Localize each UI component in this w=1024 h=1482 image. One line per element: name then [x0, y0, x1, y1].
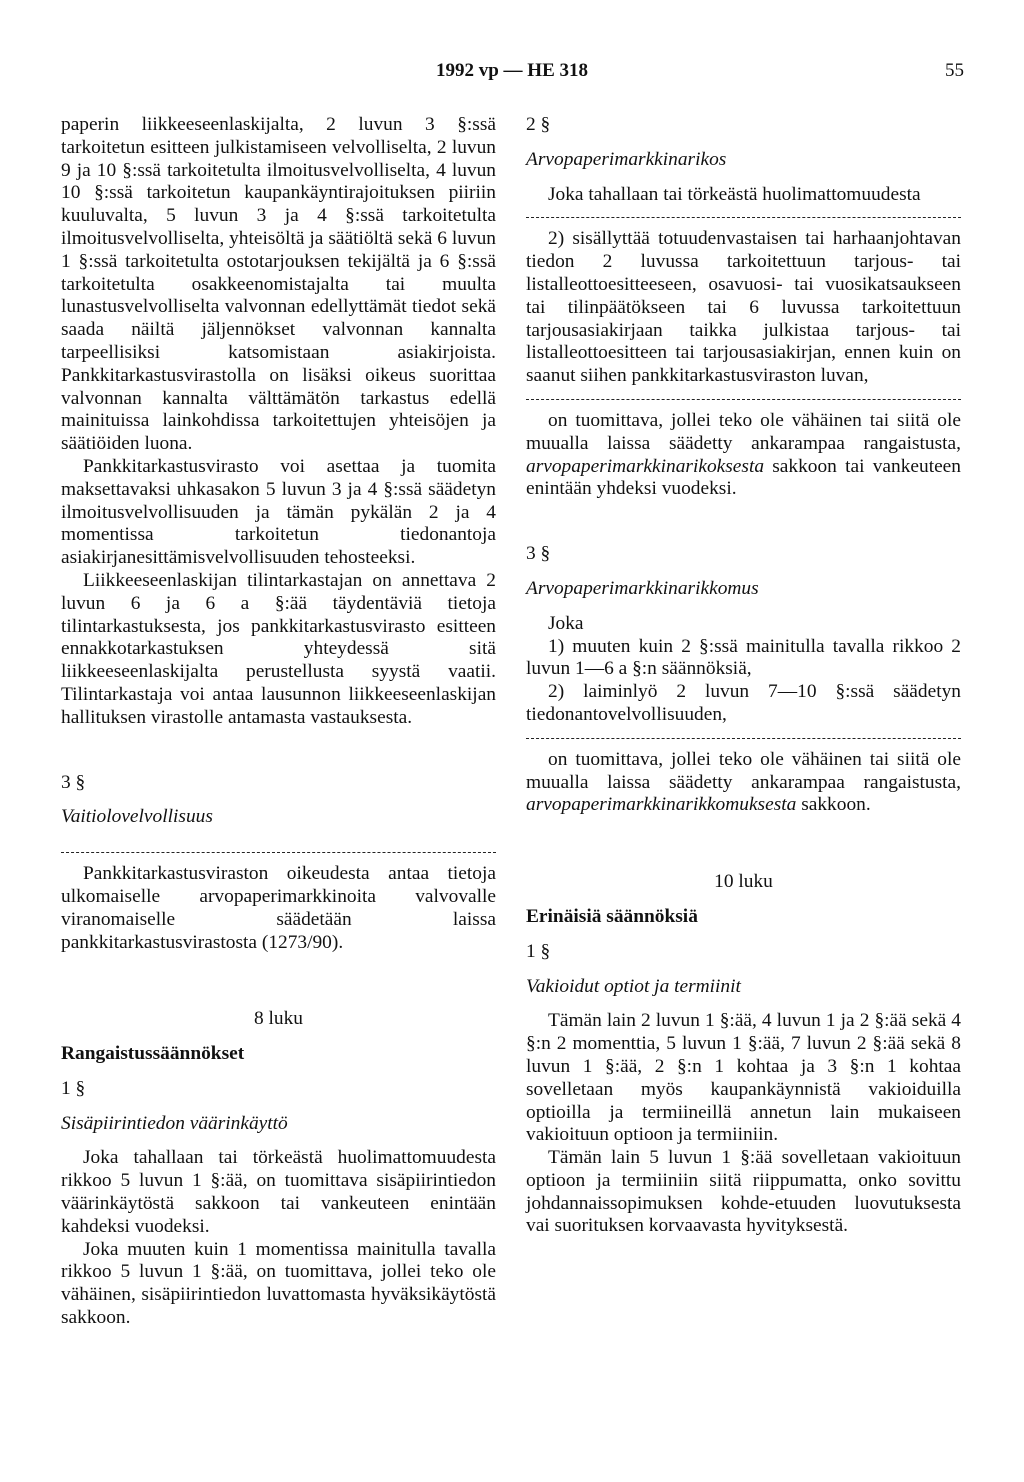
chapter-title: Erinäisiä säännöksiä: [526, 905, 698, 927]
omission-dashes: [61, 841, 496, 863]
omission-dashes: [526, 206, 961, 228]
paragraph: Pankkitarkastusviraston oikeudesta antaa tietoja ulkomaiselle arvopaperimarkkinoita valvovalle viranomaiselle säädetään laissa pankkitarkastusvirastosta (1273/90).: [61, 863, 496, 953]
chapter-number: 10 luku: [714, 871, 773, 893]
text-run: sakkoon tai vankeuteen enintään yhdeksi vuodeksi.: [526, 455, 961, 500]
page-header: [0, 60, 1024, 90]
document-title: 1992 vp — HE 318: [435, 60, 589, 81]
paragraph: Tämän lain 5 luvun 1 §:ää sovelletaan vakioituun optioon ja termiiniin siitä riippumatta, onko sovittu johdannaissopimuksen kohde-etuuden luovutuksesta vai suorituksen korvaavasta hyvityksestä.: [526, 1147, 961, 1237]
section-sign: 3 §: [61, 771, 86, 793]
italic-term: arvopaperimarkkinarikkomuksesta: [526, 794, 797, 816]
section-sign: 1 §: [526, 940, 551, 962]
omission-dashes: [526, 727, 961, 749]
section-title: Arvopaperimarkkinarikos: [526, 148, 727, 170]
paragraph: paperin liikkeeseenlaskijalta, 2 luvun 3 §:ssä tarkoitetun esitteen julkistamiseen velvolliselta, 2 luvun 9 ja 10 §:ssä tarkoitetulta ilmoitusvelvolliselta, 4 luvun 10 §:ssä tarkoitetun kaupankäyntirajoituksen piiriin kuuluvalta, 5 luvun 3 ja 4 §:ssä tarkoitetulta ilmoitusvelvolliselta, yhteisöltä ja säätiöltä sekä 6 luvun 1 §:ssä tarkoitetulta ostotarjouksen tekijältä ja 6 §:ssä tarkoitetulta osakkeenomistajalta tai muulta lunastusvelvolliselta valvonnan edellyttämät tiedot sekä saada näiltä jäljennökset valvonnan kannalta tarpeellisiksi katsomistaan asiakirjoista. Pankkitarkastusvirastolla on lisäksi oikeus suorittaa valvonnan kannalta välttämätön tarkastus edellä mainituissa lainkohdissa tarkoitettujen yhteisöjen ja säätiöiden luona.: [61, 114, 496, 455]
section-sign: 1 §: [61, 1077, 86, 1099]
paragraph: 2) laiminlyö 2 luvun 7—10 §:ssä säädetyn tiedonantovelvollisuuden,: [526, 681, 961, 725]
paragraph: [526, 410, 961, 501]
section-title: Vaitiolovelvollisuus: [61, 806, 213, 828]
omission-dashes: [526, 388, 961, 410]
section-title: Arvopaperimarkkinarikkomus: [526, 577, 759, 599]
paragraph: 1) muuten kuin 2 §:ssä mainitulla tavalla rikkoo 2 luvun 1—6 a §:n säännöksiä,: [526, 635, 961, 680]
paragraph: [526, 749, 961, 817]
paragraph: 2) sisällyttää totuudenvastaisen tai harhaanjohtavan tiedon 2 luvussa tarkoitettuun tarjous- tai listalleottoesitteeseen, osavuosi- tai vuosikatsaukseen tai tilinpäätökseen tai 6 luvussa tarkoitettuun tarjousasiakirjaan taikka julkistaa tarjous- tai listalleottoesitteen tai tarjousasiakirjan, ennen kuin on saanut siihen pankkitarkastusviraston luvan,: [526, 228, 961, 387]
paragraph: Joka muuten kuin 1 momentissa mainitulla tavalla rikkoo 5 luvun 1 §:ää, on tuomittava, jollei teko ole vähäinen, sisäpiirintiedon luvattomasta hyväksikäytöstä sakkoon.: [61, 1238, 496, 1329]
section-title: Vakioidut optiot ja termiinit: [526, 975, 741, 997]
chapter-number: 8 luku: [253, 1008, 304, 1030]
paragraph: Joka tahallaan tai törkeästä huolimattomuudesta rikkoo 5 luvun 1 §:ää, on tuomittava sisäpiirintiedon väärinkäytöstä sakkoon tai vankeuteen enintään kahdeksi vuodeksi.: [61, 1147, 496, 1237]
left-column: [61, 114, 496, 1330]
paragraph: Joka: [548, 612, 584, 634]
paragraph: Liikkeeseenlaskijan tilintarkastajan on annettava 2 luvun 6 ja 6 a §:ää täydentäviä tietoja tilintarkastuksesta, jos pankkitarkastusvirasto esitteen ennakkotarkastuksen yhteydessä sitä liikkeeseenlaskijalta perustellusta syystä vaatii. Tilintarkastaja voi antaa lausunnon liikkeeseenlaskijan hallituksen virastolle antamasta vastauksesta.: [61, 569, 496, 728]
page-number: 55: [945, 60, 964, 81]
text-run: on tuomittava, jollei teko ole vähäinen tai siitä ole muualla laissa säädetty ankarampaa rangaistusta,: [526, 748, 961, 793]
right-column: [526, 114, 961, 1238]
text-run: on tuomittava, jollei teko ole vähäinen tai siitä ole muualla laissa säädetty ankarampaa rangaistusta,: [526, 409, 961, 454]
paragraph: Tämän lain 2 luvun 1 §:ää, 4 luvun 1 ja 2 §:ää sekä 4 §:n 2 momenttia, 5 luvun 1 §:ää, 7 luvun 2 §:ää sekä 8 luvun 1 §:ää, 2 §:n 1 kohtaa ja 3 §:n 1 kohtaa sovelletaan myös kaupankäynnistä vakioiduilla optioilla ja termiineillä annetun lain mukaiseen vakioituun optioon ja termiiniin.: [526, 1010, 961, 1146]
chapter-title: Rangaistussäännökset: [61, 1043, 245, 1065]
section-sign: 2 §: [526, 114, 551, 135]
italic-term: arvopaperimarkkinarikoksesta: [526, 455, 765, 477]
text-run: sakkoon.: [801, 794, 871, 816]
paragraph: Joka tahallaan tai törkeästä huolimattomuudesta: [548, 183, 921, 205]
section-sign: 3 §: [526, 543, 551, 565]
paragraph: Pankkitarkastusvirasto voi asettaa ja tuomita maksettavaksi uhkasakon 5 luvun 3 ja 4 §:ssä säädetyn ilmoitusvelvollisuuden ja tämän pykälän 2 ja 4 momentissa tarkoitetun tiedonantoja asiakirjanesittämisvelvollisuuden tehosteeksi.: [61, 455, 496, 569]
section-title: Sisäpiirintiedon väärinkäyttö: [61, 1112, 288, 1134]
